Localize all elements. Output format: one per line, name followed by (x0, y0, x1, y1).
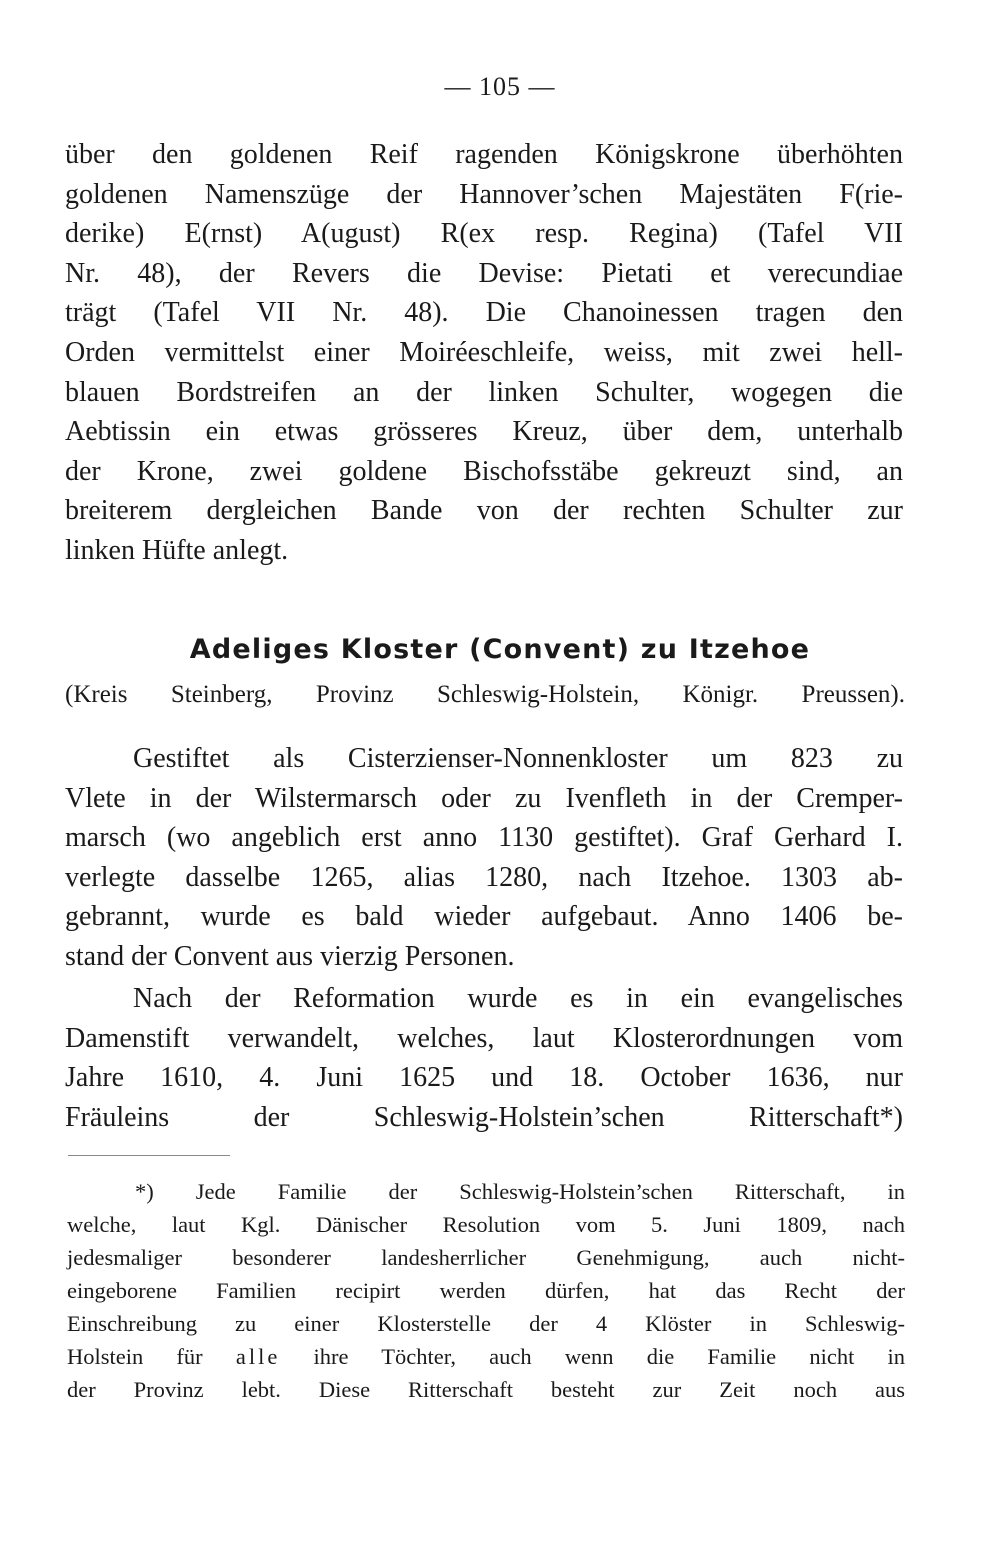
emphasized-word: alle (235, 1344, 281, 1369)
text-line: breiterem dergleichen Bande von der rechten Schulter zur (65, 495, 903, 527)
text-line: Damenstift verwandelt, welches, laut Klosterordnungen vom (65, 1022, 903, 1054)
text-line: Nr. 48), der Revers die Devise: Pietati et verecundiae (65, 257, 903, 289)
text-line: trägt (Tafel VII Nr. 48). Die Chanoinessen tragen den (65, 297, 903, 329)
footnote-line: *) Jede Familie der Schleswig-Holstein’schen Ritterschaft, in (135, 1179, 905, 1204)
text-line: marsch (wo angeblich erst anno 1130 gestiftet). Graf Gerhard I. (65, 822, 903, 854)
text-line: verlegte dasselbe 1265, alias 1280, nach Itzehoe. 1303 ab- (65, 861, 903, 893)
text-line: goldenen Namenszüge der Hannover’schen Majestäten F(rie- (65, 178, 903, 210)
text-line: derike) E(rnst) A(ugust) R(ex resp. Regina) (Tafel VII (65, 218, 903, 250)
text-line: Gestiftet als Cisterzienser-Nonnenkloster um 823 zu (133, 743, 903, 774)
footnote-divider (68, 1155, 230, 1156)
text-line: der Krone, zwei goldene Bischofsstäbe gekreuzt sind, an (65, 455, 903, 487)
footnote-text: ihre Töchter, auch wenn die Familie nicht in (280, 1344, 906, 1369)
text-line: Aebtissin ein etwas grösseres Kreuz, über dem, unterhalb (65, 416, 903, 448)
paragraph-reformation (65, 979, 903, 1137)
page-number: — 105 — (444, 72, 556, 101)
paragraph-order-description (65, 135, 903, 571)
footnote-line: jedesmaliger besonderer landesherrlicher Genehmigung, auch nicht- (67, 1245, 905, 1270)
section-subheading: (Kreis Steinberg, Provinz Schleswig-Holstein, Königr. Preussen). (65, 681, 905, 708)
text-line: Fräuleins der Schleswig-Holstein’schen Ritterschaft*) (65, 1101, 903, 1133)
footnote-line: eingeborene Familien recipirt werden dürfen, hat das Recht der (67, 1278, 905, 1303)
text-line: Nach der Reformation wurde es in ein evangelisches (133, 983, 903, 1014)
footnote-line: der Provinz lebt. Diese Ritterschaft besteht zur Zeit noch aus (67, 1377, 905, 1402)
footnote-text: Holstein für (67, 1344, 236, 1369)
text-line: gebrannt, wurde es bald wieder aufgebaut. Anno 1406 be- (65, 901, 903, 933)
text-line: Orden vermittelst einer Moiréeschleife, weiss, mit zwei hell- (65, 336, 903, 368)
text-line: Jahre 1610, 4. Juni 1625 und 18. October 1636, nur (65, 1062, 903, 1094)
text-line: stand der Convent aus vierzig Personen. (65, 940, 515, 972)
text-line: blauen Bordstreifen an der linken Schulter, wogegen die (65, 376, 903, 408)
text-line: über den goldenen Reif ragenden Königskrone überhöhten (65, 139, 903, 170)
text-line: linken Hüfte anlegt. (65, 534, 289, 566)
footnote (67, 1175, 905, 1406)
footnote-line: Einschreibung zu einer Klosterstelle der 4 Klöster in Schleswig- (67, 1311, 905, 1336)
footnote-line (67, 1340, 905, 1373)
footnote-line: welche, laut Kgl. Dänischer Resolution vom 5. Juni 1809, nach (67, 1212, 905, 1237)
text-line: Vlete in der Wilstermarsch oder zu Ivenfleth in der Cremper- (65, 782, 903, 814)
section-heading: Adeliges Kloster (Convent) zu Itzehoe (189, 634, 811, 665)
paragraph-foundation-history (65, 739, 903, 977)
